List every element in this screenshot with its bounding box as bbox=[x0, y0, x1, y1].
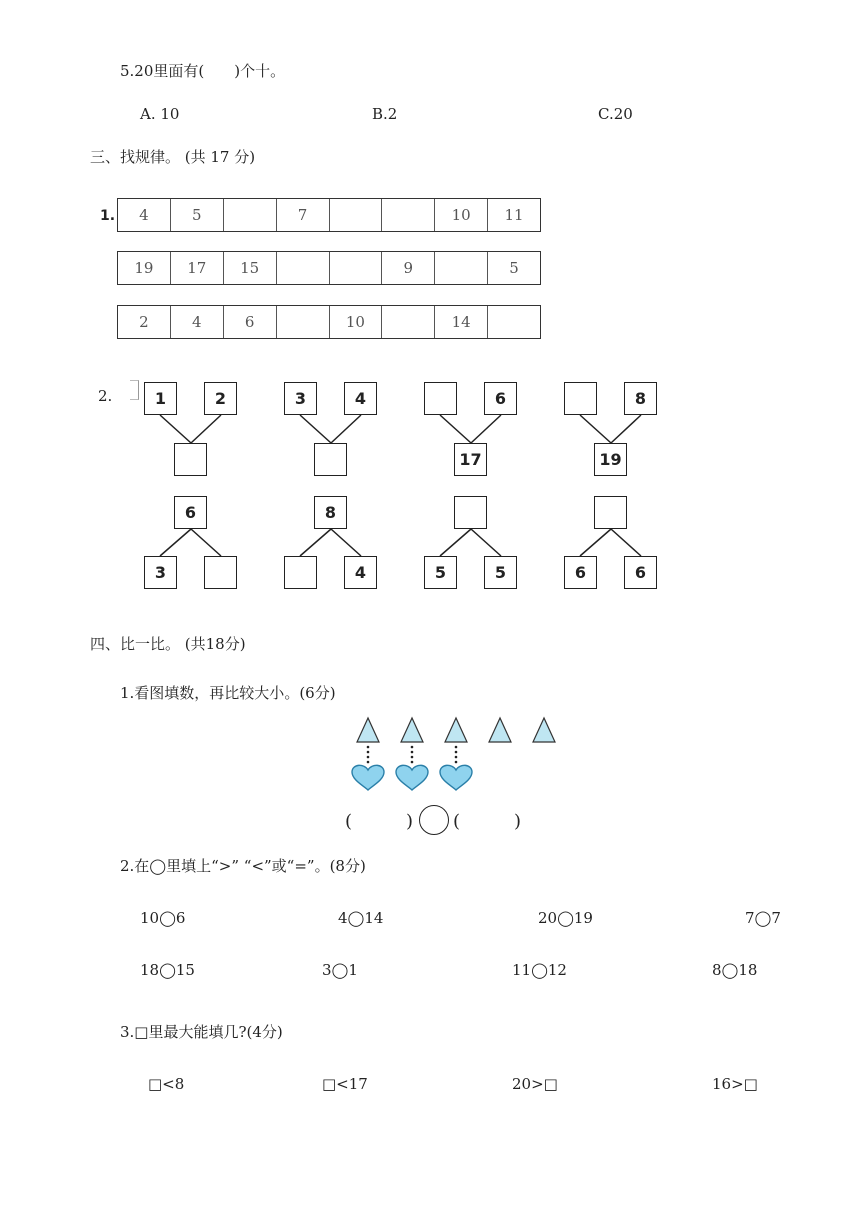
compare-item[interactable]: 8◯18 bbox=[712, 961, 758, 979]
bond-bottom-part: 5 bbox=[424, 556, 457, 589]
dotted-connector-dot bbox=[367, 746, 370, 749]
sequence-cell[interactable]: 5 bbox=[509, 259, 519, 277]
section4-q3-stem: 3.□里最大能填几?(4分) bbox=[120, 1023, 283, 1041]
heart-icon bbox=[396, 765, 428, 790]
dotted-connector-dot bbox=[455, 756, 458, 759]
dotted-connector-dot bbox=[411, 756, 414, 759]
bond-bottom-part: 6 bbox=[624, 556, 657, 589]
triangle-icon bbox=[533, 718, 555, 742]
sequence-cell[interactable]: 15 bbox=[224, 252, 277, 284]
bond-bottom-part: 4 bbox=[344, 556, 377, 589]
q5-stem: 5.20里面有( )个十。 bbox=[120, 62, 286, 80]
sequence-cell[interactable]: 9 bbox=[382, 252, 435, 284]
sequence-cell[interactable]: 4 bbox=[118, 199, 171, 231]
bond-bottom-part: 6 bbox=[564, 556, 597, 589]
dotted-connector-dot bbox=[455, 746, 458, 749]
dotted-connector-dot bbox=[411, 746, 414, 749]
triangle-icon bbox=[489, 718, 511, 742]
max-fill-item[interactable]: □<8 bbox=[148, 1075, 185, 1093]
dotted-connector-dot bbox=[411, 751, 414, 754]
sequence-cell[interactable]: 19 bbox=[118, 252, 171, 284]
section3-q1-label: 1. bbox=[100, 208, 116, 224]
dotted-connector-dot bbox=[367, 756, 370, 759]
dotted-connector-dot bbox=[367, 761, 370, 764]
triangle-icon bbox=[357, 718, 379, 742]
compare-circle[interactable] bbox=[419, 805, 449, 835]
max-fill-item[interactable]: 20>□ bbox=[512, 1075, 558, 1093]
sequence-cell[interactable]: 7 bbox=[277, 199, 330, 231]
section4-title: 四、比一比。 (共18分) bbox=[90, 635, 246, 653]
sequence-cell[interactable]: 5 bbox=[171, 199, 224, 231]
bond-bottom-part: 5 bbox=[484, 556, 517, 589]
sequence-cell[interactable]: 2 bbox=[118, 306, 171, 338]
q5-option-b: B.2 bbox=[372, 105, 398, 123]
dotted-connector-dot bbox=[367, 751, 370, 754]
compare-item[interactable]: 18◯15 bbox=[140, 961, 195, 979]
triangle-icon bbox=[445, 718, 467, 742]
dotted-connector-dot bbox=[455, 761, 458, 764]
sequence-cell[interactable]: 6 bbox=[224, 306, 277, 338]
dotted-connector-dot bbox=[455, 751, 458, 754]
bond-top-sum: 17 bbox=[454, 443, 487, 476]
compare-item[interactable]: 10◯6 bbox=[140, 909, 186, 927]
section4-q1-stem: 1.看图填数，再比较大小。(6分) bbox=[120, 684, 336, 702]
compare-item[interactable]: 20◯19 bbox=[538, 909, 593, 927]
section3-q2-label: 2. bbox=[98, 387, 113, 405]
bond-top-addend: 8 bbox=[624, 382, 657, 415]
bond-top-addend: 4 bbox=[344, 382, 377, 415]
bond-bottom-total: 6 bbox=[174, 496, 207, 529]
heart-icon bbox=[440, 765, 472, 790]
sequence-cell[interactable]: 17 bbox=[171, 252, 224, 284]
sequence-cell[interactable]: 14 bbox=[435, 306, 488, 338]
q5-option-a: A. 10 bbox=[140, 105, 180, 123]
sequence-cell[interactable]: 10 bbox=[330, 306, 383, 338]
sequence-cell[interactable]: 4 bbox=[171, 306, 224, 338]
heart-icon bbox=[352, 765, 384, 790]
compare-item[interactable]: 4◯14 bbox=[338, 909, 384, 927]
dotted-connector-dot bbox=[411, 761, 414, 764]
triangle-icon bbox=[401, 718, 423, 742]
q5-option-c: C.20 bbox=[598, 105, 633, 123]
bond-top-sum: 19 bbox=[594, 443, 627, 476]
bond-bottom-part: 3 bbox=[144, 556, 177, 589]
section3-title: 三、找规律。 (共 17 分) bbox=[90, 148, 256, 166]
answer-paren-right[interactable]: ( ) bbox=[453, 811, 522, 832]
max-fill-item[interactable]: 16>□ bbox=[712, 1075, 758, 1093]
bond-bottom-total: 8 bbox=[314, 496, 347, 529]
sequence-cell[interactable]: 11 bbox=[504, 206, 524, 224]
bond-top-addend: 1 bbox=[144, 382, 177, 415]
bond-top-addend: 2 bbox=[204, 382, 237, 415]
bond-top-addend: 6 bbox=[484, 382, 517, 415]
max-fill-item[interactable]: □<17 bbox=[322, 1075, 368, 1093]
answer-paren-left[interactable]: ( ) bbox=[345, 811, 414, 832]
compare-item[interactable]: 11◯12 bbox=[512, 961, 567, 979]
compare-item[interactable]: 7◯7 bbox=[745, 909, 781, 927]
sequence-cell[interactable]: 10 bbox=[435, 199, 488, 231]
bond-top-addend: 3 bbox=[284, 382, 317, 415]
section4-q2-stem: 2.在◯里填上“>” “<”或“=”。(8分) bbox=[120, 857, 366, 875]
compare-item[interactable]: 3◯1 bbox=[322, 961, 358, 979]
